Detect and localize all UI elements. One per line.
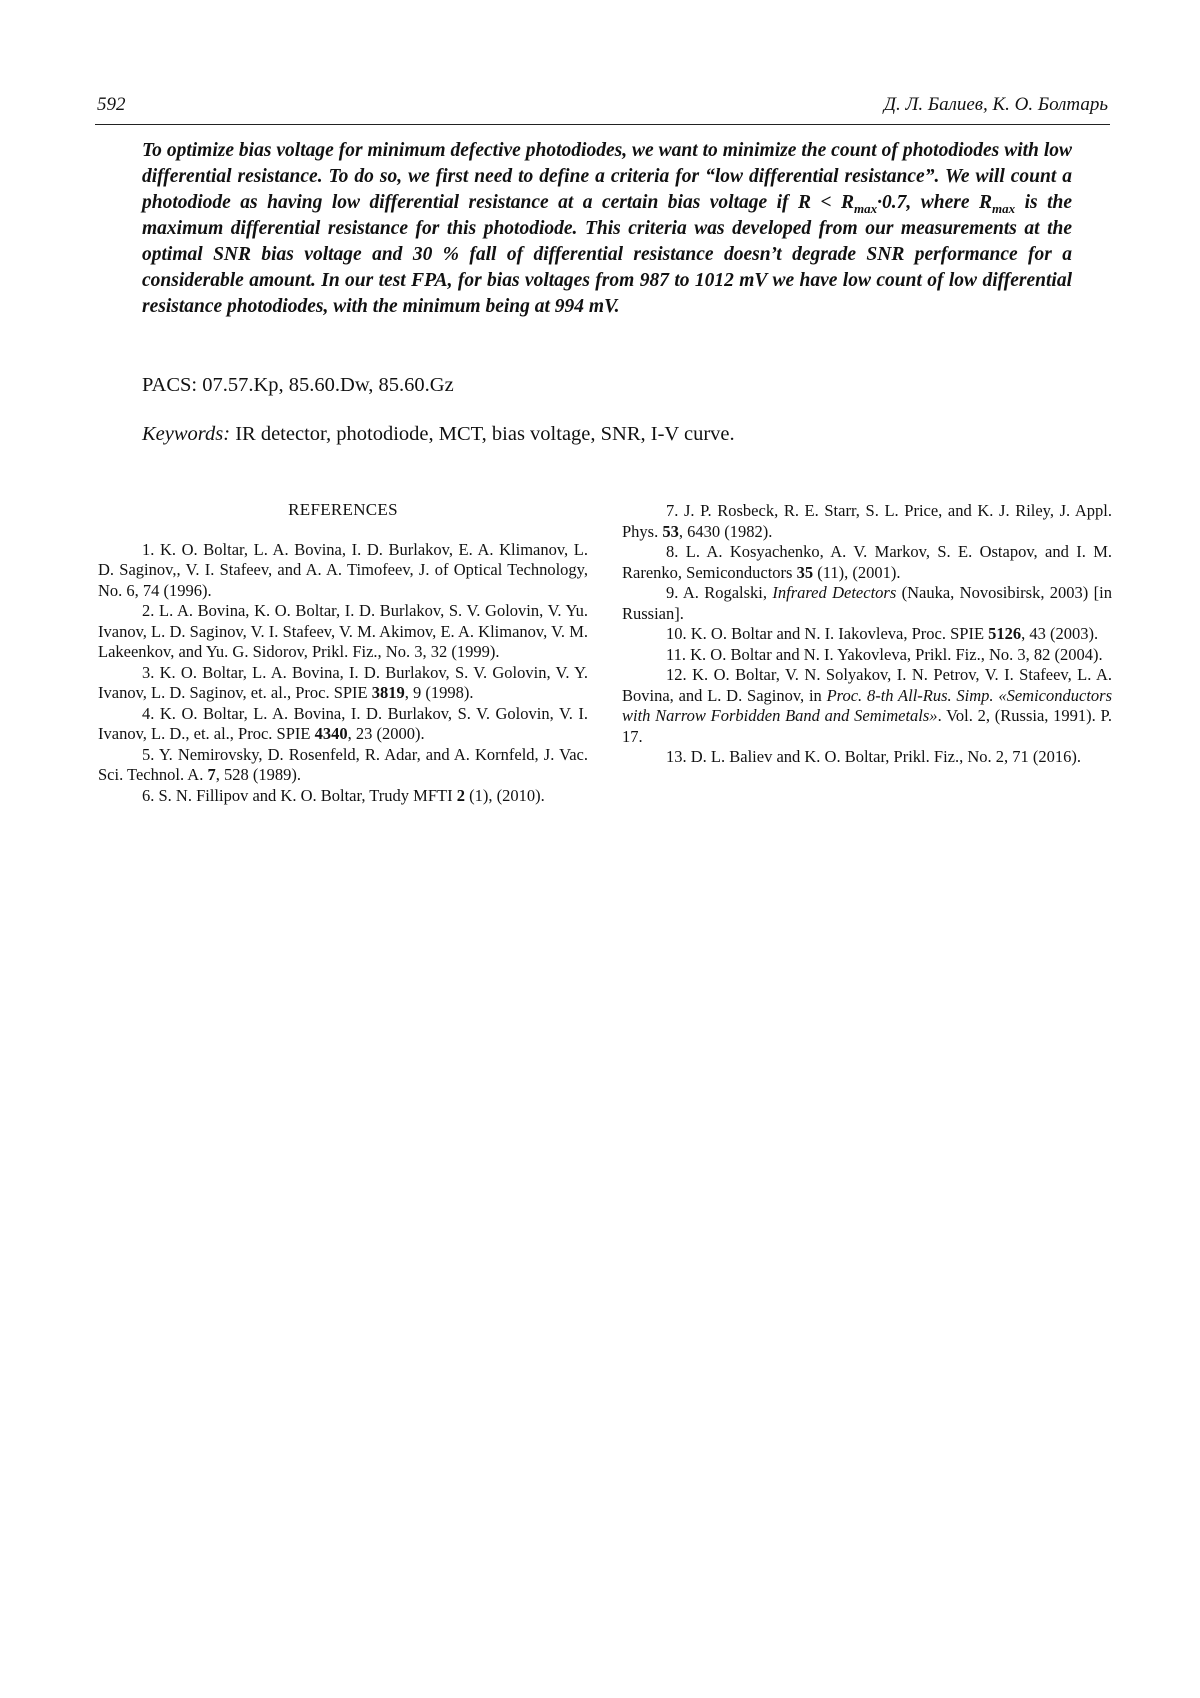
- pacs-line: PACS: 07.57.Kp, 85.60.Dw, 85.60.Gz: [142, 374, 454, 396]
- reference-item: 9. A. Rogalski, Infrared Detectors (Nauka, Novosibirsk, 2003) [in Russian].: [622, 583, 1112, 623]
- reference-item: 10. K. O. Boltar and N. I. Iakovleva, Proc. SPIE 5126, 43 (2003).: [666, 624, 1099, 643]
- running-head: Д. Л. Балиев, К. О. Болтарь: [883, 94, 1108, 115]
- keywords-line: [142, 423, 735, 446]
- abstract-subscript-1: max: [854, 200, 878, 216]
- abstract-text-3: is the maximum differential resistance for this photodiode. This criteria was developed from our measurements at the optimal SNR bias voltage and 30 % fall of differential resistance doesn’t degrade SNR performance for a considerable amount. In our test FPA, for bias voltages from 987 to 1012 mV we have low count of low differential resistance photodiodes, with the minimum being at 994 mV.: [142, 192, 1072, 317]
- reference-item: 11. K. O. Boltar and N. I. Yakovleva, Prikl. Fiz., No. 3, 82 (2004).: [666, 644, 1103, 664]
- page-header: [95, 88, 1110, 125]
- keywords-text: IR detector, photodiode, MCT, bias voltage, SNR, I-V curve.: [230, 423, 735, 445]
- reference-item: 7. J. P. Rosbeck, R. E. Starr, S. L. Price, and K. J. Riley, J. Appl. Phys. 53, 6430 (1982).: [622, 501, 1112, 541]
- reference-item: 5. Y. Nemirovsky, D. Rosenfeld, R. Adar, and A. Kornfeld, J. Vac. Sci. Technol. A. 7, 528 (1989).: [98, 744, 588, 784]
- abstract-subscript-2: max: [992, 200, 1016, 216]
- reference-item: 13. D. L. Baliev and K. O. Boltar, Prikl. Fiz., No. 2, 71 (2016).: [666, 747, 1082, 766]
- reference-item: 6. S. N. Fillipov and K. O. Boltar, Trudy MFTI 2 (1), (2010).: [142, 785, 545, 805]
- reference-item: 12. K. O. Boltar, V. N. Solyakov, I. N. Petrov, V. I. Stafeev, L. A. Bovina, and L. D. Saginov, in Proc. 8-th All-Rus. Simp. «Semiconductors with Narrow Forbidden Band and Semimetals». Vol. 2, (Russia, 1991). P. 17.: [622, 665, 1112, 746]
- abstract-text-1: To optimize bias voltage for minimum defective photodiodes, we want to minimize the count of photodiodes with low differential resistance. To do so, we first need to define a criteria for “low differential resistance”. We will count a photodiode as having low differential resistance at a certain bias voltage if R < R: [142, 140, 1072, 213]
- reference-item: 2. L. A. Bovina, K. O. Boltar, I. D. Burlakov, S. V. Golovin, V. Yu. Ivanov, L. D. Saginov, V. I. Stafeev, V. M. Akimov, E. A. Klimanov, V. M. Lakeenkov, and Yu. G. Sidorov, Prikl. Fiz., No. 3, 32 (1999).: [98, 601, 588, 661]
- reference-item: 3. K. O. Boltar, L. A. Bovina, I. D. Burlakov, S. V. Golovin, V. Y. Ivanov, L. D. Saginov, et. al., Proc. SPIE 3819, 9 (1998).: [98, 662, 588, 702]
- reference-item: 1. K. O. Boltar, L. A. Bovina, I. D. Burlakov, E. A. Klimanov, L. D. Saginov,, V. I. Stafeev, and A. A. Timofeev, J. of Optical Technology, No. 6, 74 (1996).: [98, 539, 588, 600]
- page-number: 592: [97, 94, 126, 115]
- reference-item: 8. L. A. Kosyachenko, A. V. Markov, S. E. Ostapov, and I. M. Rarenko, Semiconductors 35 (11), (2001).: [622, 542, 1112, 582]
- abstract-text-2: ·0.7, where R: [877, 192, 992, 213]
- references-column-right: [622, 501, 1112, 768]
- keywords-label: Keywords:: [142, 423, 231, 445]
- references-column-left: [98, 500, 588, 806]
- reference-item: 4. K. O. Boltar, L. A. Bovina, I. D. Burlakov, S. V. Golovin, V. I. Ivanov, L. D., et. al., Proc. SPIE 4340, 23 (2000).: [98, 703, 588, 743]
- references-heading: REFERENCES: [288, 500, 398, 519]
- abstract-paragraph: [142, 138, 1072, 320]
